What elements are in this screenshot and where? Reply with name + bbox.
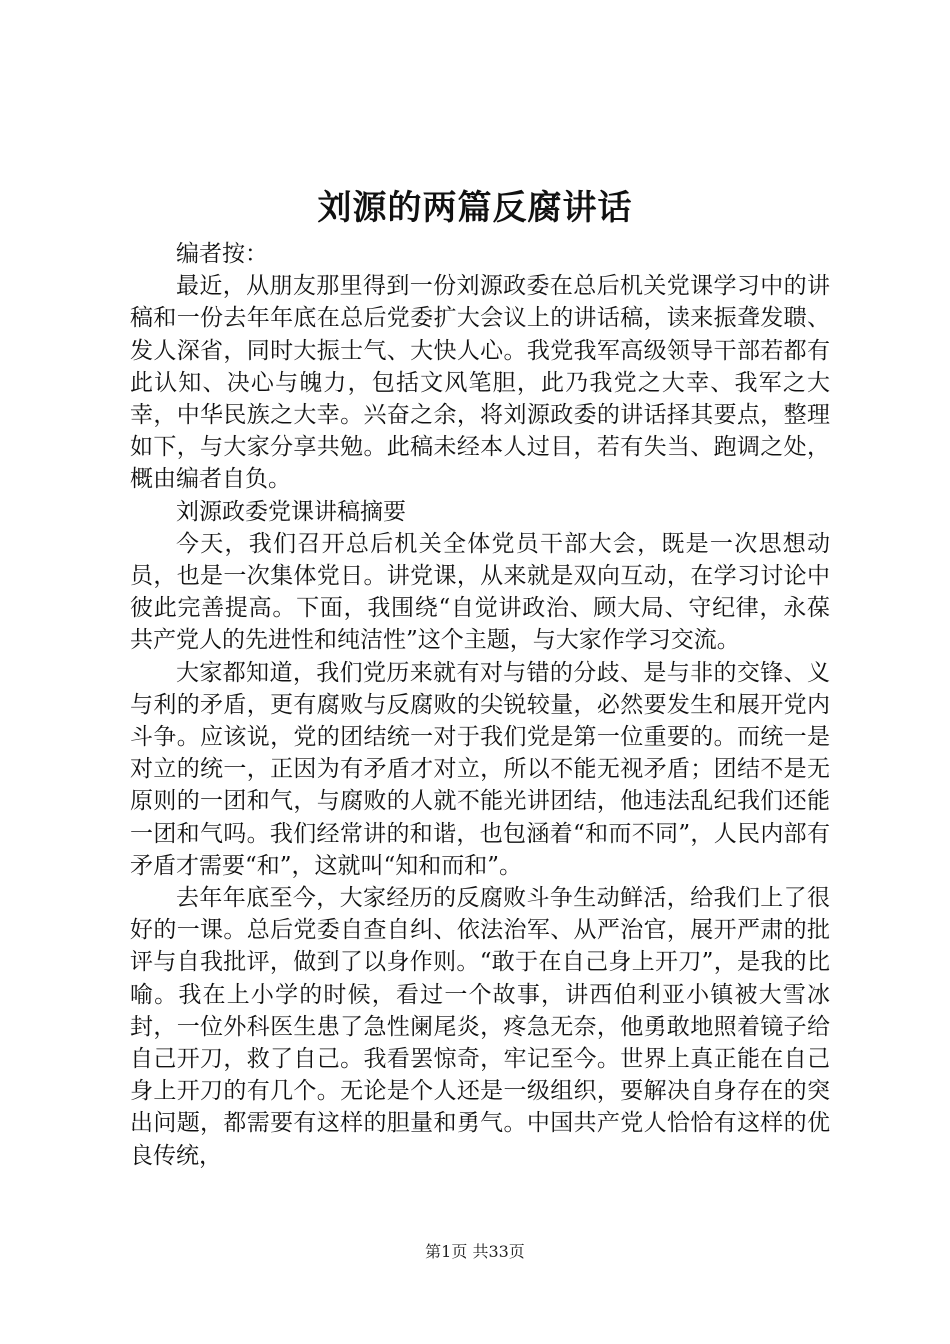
- section-heading: 刘源政委党课讲稿摘要: [176, 498, 406, 525]
- body-paragraph: 去年年底至今，大家经历的反腐败斗争生动鲜活，给我们上了很好的一课。总后党委自查自纠、依法治军、从严治官，展开严肃的批评与自我批评，做到了以身作则。“敢于在自己身上开刀”，是我的比喻。我在上小学的时候，看过一个故事，讲西伯利亚小镇被大雪冰封，一位外科医生患了急性阑尾炎，疼急无奈，他勇敢地照着镜子给自己开刀，救了自己。我看罢惊奇，牢记至今。世界上真正能在自己身上开刀的有几个。无论是个人还是一级组织，要解决自身存在的突出问题，都需要有这样的胆量和勇气。中国共产党人恰恰有这样的优良传统，: [130, 885, 830, 1169]
- body-paragraph: 今天，我们召开总后机关全体党员干部大会，既是一次思想动员，也是一次集体党日。讲党课，从来就是双向互动，在学习讨论中彼此完善提高。下面，我围绕“自觉讲政治、顾大局、守纪律，永葆共产党人的先进性和纯洁性”这个主题，与大家作学习交流。: [130, 530, 830, 654]
- document-title: 刘源的两篇反腐讲话: [317, 188, 633, 228]
- editor-note-paragraph: 最近，从朋友那里得到一份刘源政委在总后机关党课学习中的讲稿和一份去年年底在总后党委扩大会议上的讲话稿，读来振聋发聩、发人深省，同时大振士气、大快人心。我党我军高级领导干部若都有此认知、决心与魄力，包括文风笔胆，此乃我党之大幸、我军之大幸，中华民族之大幸。兴奋之余，将刘源政委的讲话择其要点，整理如下，与大家分享共勉。此稿未经本人过目，若有失当、跑调之处，概由编者自负。: [130, 273, 830, 493]
- editor-note-heading: 编者按：: [176, 241, 268, 267]
- body-paragraph: 大家都知道，我们党历来就有对与错的分歧、是与非的交锋、义与利的矛盾，更有腐败与反腐败的尖锐较量，必然要发生和展开党内斗争。应该说，党的团结统一对于我们党是第一位重要的。而统一是对立的统一，正因为有矛盾才对立，所以不能无视矛盾；团结不是无原则的一团和气，与腐败的人就不能光讲团结，他违法乱纪我们还能一团和气吗。我们经常讲的和谐，也包涵着“和而不同”，人民内部有矛盾才需要“和”，这就叫“知和而和”。: [130, 659, 830, 879]
- document-body: [130, 238, 830, 1172]
- page-footer: 第1页 共33页: [425, 1242, 525, 1261]
